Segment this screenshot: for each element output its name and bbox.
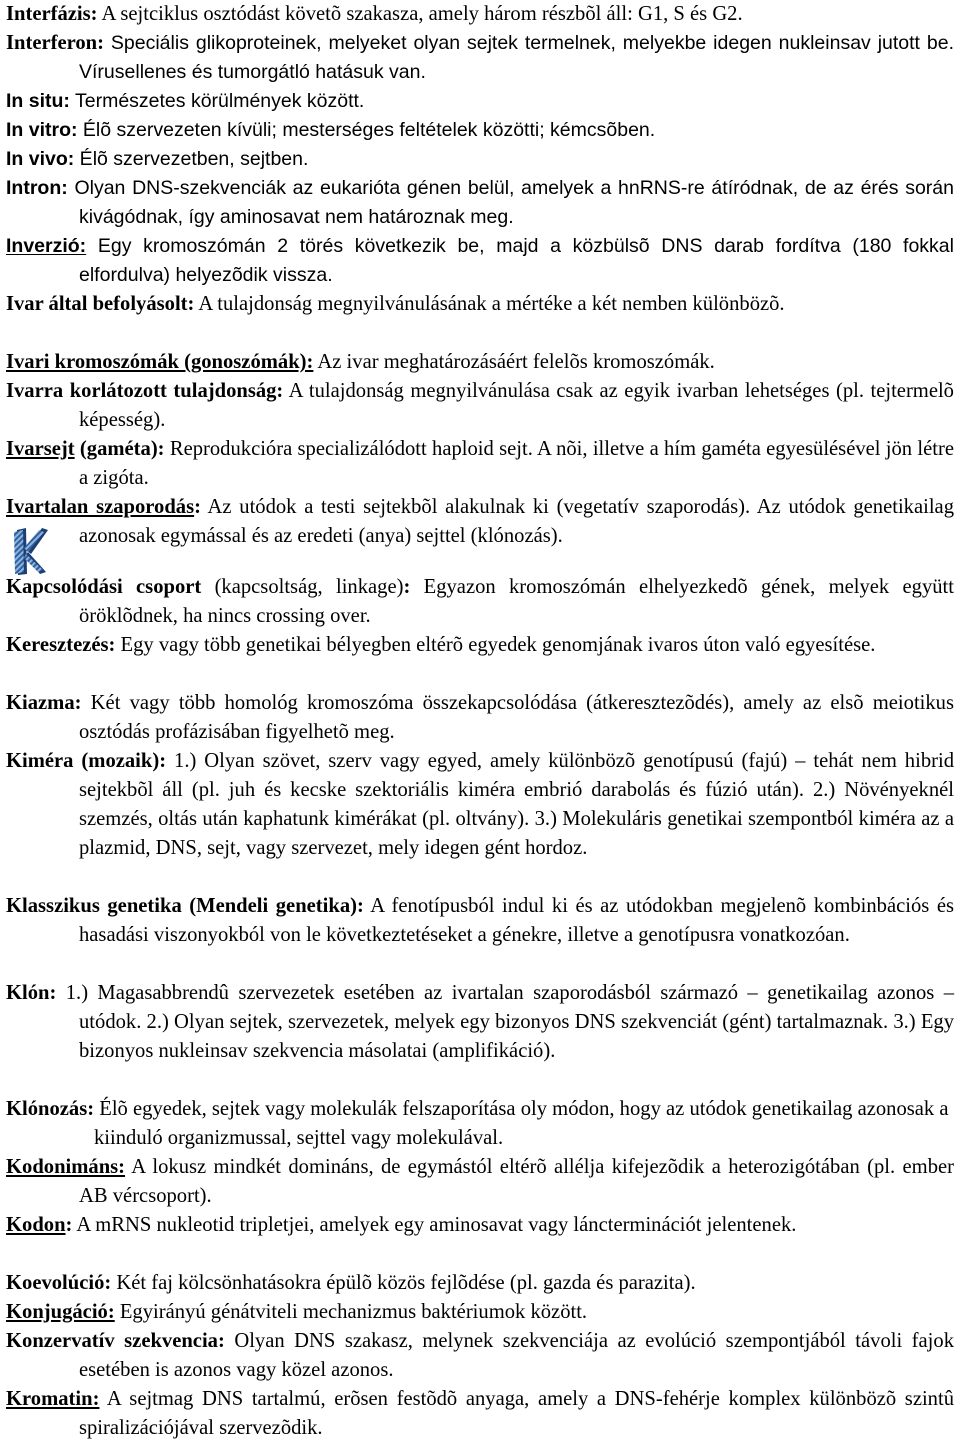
glossary-term: Kiméra (mozaik): — [6, 750, 167, 772]
glossary-entry-klasszikus-genetika — [6, 892, 954, 950]
glossary-term: Intron: — [6, 177, 68, 199]
glossary-term: In vivo: — [6, 148, 75, 170]
glossary-entry-klon — [6, 979, 954, 1066]
glossary-entry-keresztezes — [6, 631, 954, 660]
glossary-entry-ivar-altal-befolyasolt — [6, 290, 954, 319]
glossary-definition: Élõ szervezetben, sejtben. — [74, 148, 309, 170]
glossary-term: Konzervatív szekvencia: — [6, 1330, 225, 1352]
glossary-term: Klón: — [6, 982, 57, 1004]
glossary-entry-ivarsejt — [6, 435, 954, 493]
glossary-term: Klónozás: — [6, 1098, 95, 1120]
glossary-entry-inverzio — [6, 232, 954, 290]
glossary-term: Koevolúció: — [6, 1272, 112, 1294]
glossary-term: In vitro: — [6, 119, 78, 141]
glossary-entry-kodon — [6, 1211, 954, 1240]
glossary-entry-konzervativ-szekvencia — [6, 1327, 954, 1385]
glossary-entry-ivari-kromoszomak — [6, 348, 954, 377]
glossary-entry-koevolucio — [6, 1269, 954, 1298]
glossary-definition: Két faj kölcsönhatásokra épülõ közös fejlõdése (pl. gazda és parazita). — [111, 1272, 696, 1294]
glossary-term: Interfázis: — [6, 3, 98, 25]
glossary-definition: A tulajdonság megnyilvánulása csak az egyik ivarban lehetséges (pl. tejtermelõ képesség). — [79, 380, 954, 431]
glossary-term: Kiazma: — [6, 692, 82, 714]
glossary-entry-in-vitro — [6, 116, 954, 145]
glossary-definition: Két vagy több homológ kromoszóma összekapcsolódása (átkeresztezõdés), amely az elsõ meiotikus osztódás profázisában figyelhetõ meg. — [79, 692, 954, 743]
glossary-term: Klasszikus genetika (Mendeli genetika): — [6, 895, 364, 917]
glossary-entry-kromatin — [6, 1385, 954, 1443]
glossary-definition: Egyirányú génátviteli mechanizmus baktériumok között. — [114, 1301, 588, 1323]
glossary-term: Ivartalan szaporodás — [6, 496, 195, 518]
glossary-definition: Speciális glikoproteinek, melyeket olyan sejtek termelnek, melyekbe idegen nukleinsav jutott be. Vírusellenes és tumorgátló hatásuk van. — [79, 32, 954, 83]
glossary-entry-intron — [6, 174, 954, 232]
glossary-term: Keresztezés: — [6, 634, 116, 656]
glossary-definition: Élõ szervezeten kívüli; mesterséges feltételek közötti; kémcsõben. — [77, 119, 656, 141]
glossary-entry-klonozas — [6, 1095, 954, 1153]
glossary-definition: Reprodukcióra specializálódott haploid sejt. A nõi, illetve a hím gaméta egyesülésével jön létre a zigóta. — [79, 438, 954, 489]
glossary-entry-kapcsolodasi-csoport — [6, 573, 954, 631]
glossary-definition: 1.) Magasabbrendû szervezetek esetében az ivartalan szaporodásból származó – genetikailag azonos – utódok. 2.) Olyan sejtek, szervezetek, melyek egy bizonyos DNS szekvenciát (gént) tartalmaznak. 3.) Egy bizonyos nukleinsav szekvencia másolatai (amplifikáció). — [56, 982, 954, 1062]
glossary-entry-kodonimans — [6, 1153, 954, 1211]
glossary-definition: Természetes körülmények között. — [69, 90, 365, 112]
glossary-term: Inverzió: — [6, 235, 87, 257]
glossary-entry-in-situ — [6, 87, 954, 116]
glossary-definition: Egy kromoszómán 2 törés következik be, majd a közbülsõ DNS darab fordítva (180 fokkal elfordulva) helyezõdik vissza. — [79, 235, 954, 286]
glossary-term: Kapcsolódási csoport — [6, 576, 202, 598]
glossary-entry-interferon — [6, 29, 954, 87]
glossary-definition: A lokusz mindkét domináns, de egymástól eltérõ allélja kifejezõdik a heterozigótában (pl. ember AB vércsoport). — [79, 1156, 954, 1207]
glossary-term: In situ: — [6, 90, 70, 112]
glossary-term: Ivarsejt — [6, 438, 75, 460]
glossary-term-suffix: : — [194, 496, 201, 518]
glossary-entry-kiazma — [6, 689, 954, 747]
glossary-definition: 1.) Olyan szövet, szerv vagy egyed, amely különbözõ genotípusú (fajú) – tehát nem hibrid sejtekbõl áll (pl. juh és kecske szektoriális kiméra embrió darabolás és fúzió után). 2.) Növényeknél szemzés, oltás után kaphatunk kimérákat (pl. oltvány). 3.) Molekuláris genetikai szempontból kiméra az a plazmid, DNS, sejt, vagy szervezet, mely idegen gént hordoz. — [79, 750, 954, 859]
glossary-definition: A sejtciklus osztódást követõ szakasza, amely három részbõl áll: G1, S és G2. — [97, 3, 743, 25]
glossary-definition: Olyan DNS-szekvenciák az eukarióta génen belül, amelyek a hnRNS-re átíródnak, de az érés során kivágódnak, így aminosavat nem határoznak meg. — [67, 177, 954, 228]
glossary-definition: Az ivar meghatározásáért felelõs kromoszómák. — [313, 351, 715, 373]
glossary-entry-ivarra-korlatozott — [6, 377, 954, 435]
glossary-term: Interferon: — [6, 32, 104, 54]
glossary-definition: Élõ egyedek, sejtek vagy molekulák felszaporítása oly módon, hogy az utódok genetikailag azonosak a kiinduló organizmussal, sejttel vagy molekulával. — [94, 1098, 949, 1149]
glossary-term: Ivari kromoszómák (gonoszómák): — [6, 351, 314, 373]
glossary-term: Kodon — [6, 1214, 66, 1236]
glossary-term-suffix: : — [65, 1214, 73, 1236]
glossary-term: Ivar által befolyásolt: — [6, 293, 195, 315]
glossary-entry-in-vivo — [6, 145, 954, 174]
glossary-term: Kodonimáns: — [6, 1156, 126, 1178]
glossary-definition: A fenotípusból indul ki és az utódokban megjelenõ kombinbációs és hasadási viszonyokból von le következtetéseket a génekre, illetve a genotípusra vonatkozóan. — [79, 895, 954, 946]
glossary-colon: : — [403, 576, 411, 598]
glossary-term: Kromatin: — [6, 1388, 100, 1410]
glossary-definition: A mRNS nukleotid tripletjei, amelyek egy aminosavat vagy láncterminációt jelentenek. — [72, 1214, 797, 1236]
glossary-entry-ivartalan-szaporodas — [6, 493, 954, 551]
glossary-definition: A sejtmag DNS tartalmú, erõsen festõdõ anyaga, amely a DNS-fehérje komplex különbözõ szintû spiralizációjával szervezõdik. — [79, 1388, 954, 1439]
glossary-definition: Olyan DNS szakasz, melynek szekvenciája az evolúció szempontjából távoli fajok esetében is azonos vagy közel azonos. — [79, 1330, 954, 1381]
glossary-term: Ivarra korlátozott tulajdonság: — [6, 380, 284, 402]
glossary-definition: Az utódok a testi sejtekbõl alakulnak ki (vegetatív szaporodás). Az utódok genetikailag azonosak egymással és az eredeti (anya) sejttel (klónozás). — [79, 496, 954, 547]
glossary-entry-kimera — [6, 747, 954, 863]
glossary-definition: (kapcsoltság, linkage) — [201, 576, 404, 598]
glossary-definition: A tulajdonság megnyilvánulásának a mértéke a két nemben különbözõ. — [194, 293, 785, 315]
glossary-definition: Egy vagy több genetikai bélyegben eltérõ egyedek genomjának ivaros úton való egyesítése. — [115, 634, 876, 656]
glossary-term-suffix: (gaméta): — [74, 438, 165, 460]
glossary-term: Konjugáció: — [6, 1301, 115, 1323]
glossary-definition-cont: Egyazon kromoszómán elhelyezkedõ gének, melyek együtt öröklõdnek, ha nincs crossing over. — [79, 576, 954, 627]
section-letter-k-icon — [10, 524, 50, 576]
glossary-entry-konjugacio — [6, 1298, 954, 1327]
glossary-entry-interfazis — [6, 0, 954, 29]
